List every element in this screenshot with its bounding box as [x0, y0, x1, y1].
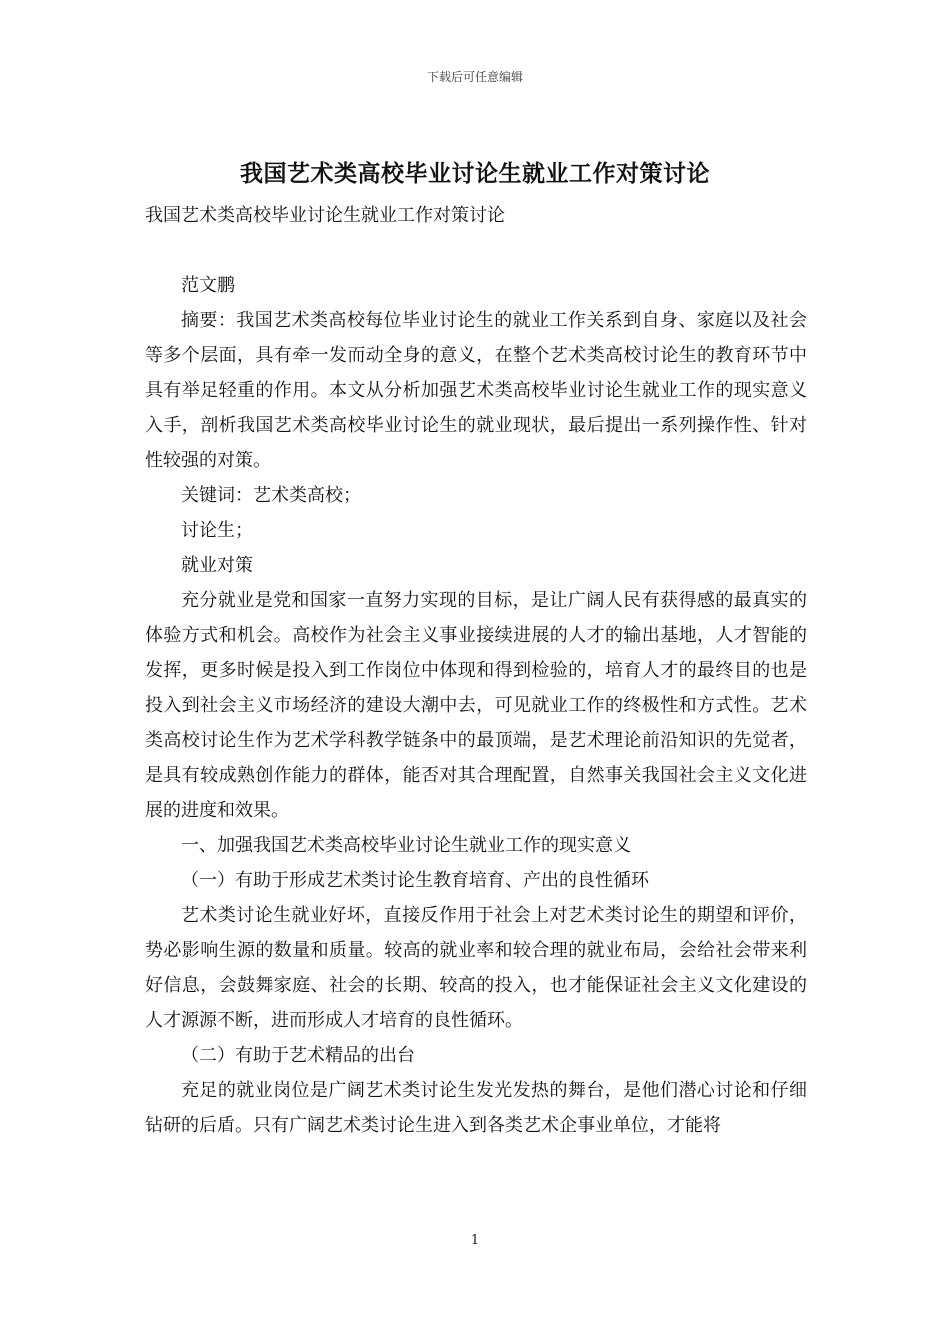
abstract-paragraph: 摘要：我国艺术类高校每位毕业讨论生的就业工作关系到自身、家庭以及社会等多个层面，具有牵一发而动全身的意义，在整个艺术类高校讨论生的教育环节中具有举足轻重的作用。本文从分析加强艺术类高校毕业讨论生就业工作的现实意义入手，剖析我国艺术类高校毕业讨论生的就业现状，最后提出一系列操作性、针对性较强的对策。	[145, 310, 807, 471]
blank-line	[145, 233, 807, 268]
subsection-heading: （一）有助于形成艺术类讨论生教育培育、产出的良性循环	[181, 870, 649, 891]
document-title: 我国艺术类高校毕业讨论生就业工作对策讨论	[240, 160, 710, 187]
document-body	[145, 198, 807, 1143]
page-number: 1	[470, 1233, 480, 1248]
subsection-heading: （二）有助于艺术精品的出台	[181, 1045, 415, 1066]
author: 范文鹏	[181, 275, 235, 296]
body-paragraph: 充足的就业岗位是广阔艺术类讨论生发光发热的舞台，是他们潜心讨论和仔细钻研的后盾。只有广阔艺术类讨论生进入到各类艺术企事业单位，才能将	[145, 1080, 807, 1136]
intro-paragraph: 充分就业是党和国家一直努力实现的目标，是让广阔人民有获得感的最真实的体验方式和机会。高校作为社会主义事业接续进展的人才的输出基地，人才智能的发挥，更多时候是投入到工作岗位中体现和得到检验的，培育人才的最终目的也是投入到社会主义市场经济的建设大潮中去，可见就业工作的终极性和方式性。艺术类高校讨论生作为艺术学科教学链条中的最顶端，是艺术理论前沿知识的先觉者，是具有较成熟创作能力的群体，能否对其合理配置，自然事关我国社会主义文化进展的进度和效果。	[145, 590, 807, 821]
body-paragraph: 艺术类讨论生就业好坏，直接反作用于社会上对艺术类讨论生的期望和评价，势必影响生源的数量和质量。较高的就业率和较合理的就业布局，会给社会带来利好信息，会鼓舞家庭、社会的长期、较高的投入，也才能保证社会主义文化建设的人才源源不断，进而形成人才培育的良性循环。	[145, 905, 807, 1031]
keywords-line: 关键词：艺术类高校；	[181, 485, 361, 506]
keywords-line: 就业对策	[181, 555, 253, 576]
header-note: 下载后可任意编辑	[426, 70, 523, 84]
keywords-line: 讨论生；	[181, 520, 253, 541]
section-heading: 一、加强我国艺术类高校毕业讨论生就业工作的现实意义	[181, 835, 631, 856]
subtitle: 我国艺术类高校毕业讨论生就业工作对策讨论	[145, 205, 505, 226]
